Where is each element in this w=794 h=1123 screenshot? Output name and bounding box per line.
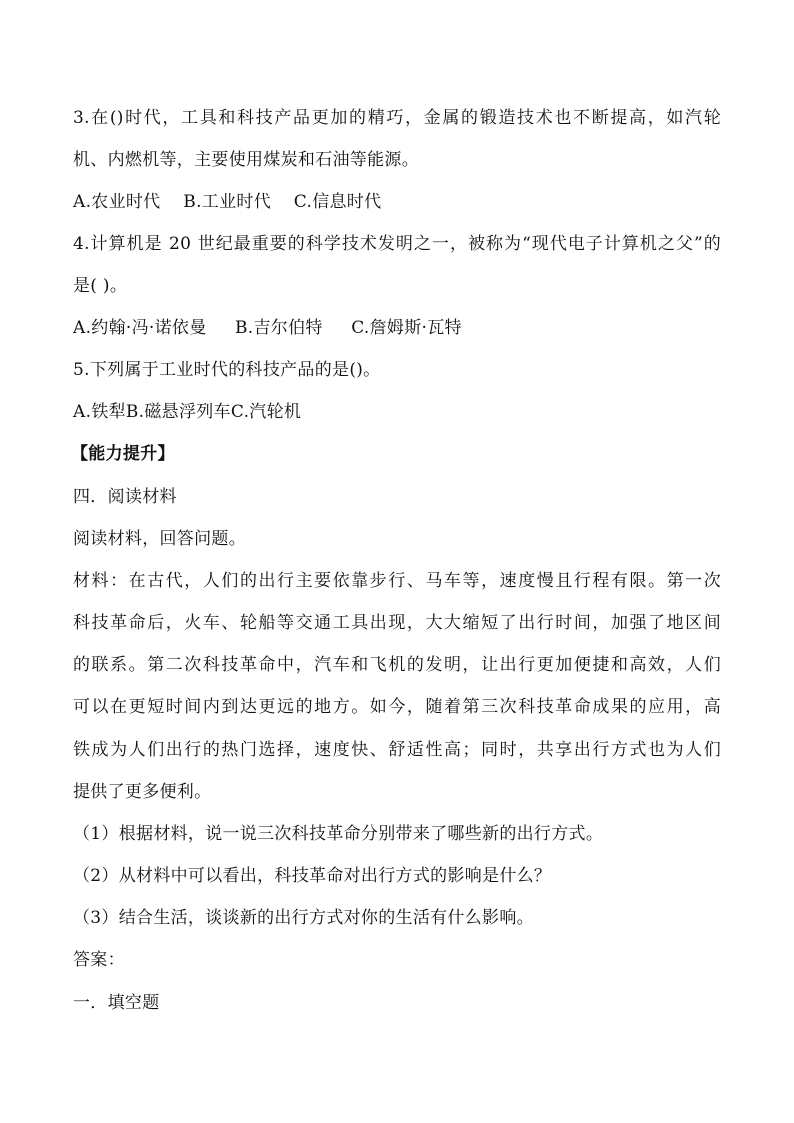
question-5-line-1: 5.下列属于工业时代的科技产品的是()。	[73, 360, 381, 380]
material-line-2: 科技革命后，火车、轮船等交通工具出现，大大缩短了出行时间，加强了地区间	[73, 613, 721, 633]
material-line-3: 的联系。第二次科技革命中，汽车和飞机的发明，让出行更加便捷和高效，人们	[73, 655, 721, 675]
sub-question-1: （1）根据材料，说一说三次科技革命分别带来了哪些新的出行方式。	[73, 824, 604, 844]
answer-section-one: 一．填空题	[73, 993, 160, 1013]
question-3-options: A.农业时代 B.工业时代 C.信息时代	[73, 192, 382, 212]
section-ability-heading: 【能力提升】	[71, 444, 175, 464]
question-5-options: A.铁犁B.磁悬浮列车C.汽轮机	[73, 402, 302, 422]
question-4-line-1: 4.计算机是 20 世纪最重要的科学技术发明之一，被称为“现代电子计算机之父”的	[73, 234, 721, 254]
question-4-options: A.约翰·冯·诺依曼 B.吉尔伯特 C.詹姆斯·瓦特	[73, 318, 462, 338]
material-line-4: 可以在更短时间内到达更远的地方。如今，随着第三次科技革命成果的应用，高	[73, 697, 721, 717]
material-line-5: 铁成为人们出行的热门选择，速度快、舒适性高；同时，共享出行方式也为人们	[73, 740, 721, 760]
reading-instruction: 阅读材料，回答问题。	[73, 529, 246, 549]
sub-question-2: （2）从材料中可以看出，科技革命对出行方式的影响是什么？	[73, 866, 552, 886]
section-four-heading: 四．阅读材料	[73, 487, 177, 507]
sub-question-3: （3）结合生活，谈谈新的出行方式对你的生活有什么影响。	[73, 908, 534, 928]
question-3-line-2: 机、内燃机等，主要使用煤炭和石油等能源。	[73, 150, 419, 170]
material-line-1: 材料：在古代，人们的出行主要依靠步行、马车等，速度慢且行程有限。第一次	[73, 571, 721, 591]
answer-label: 答案：	[73, 950, 125, 970]
question-3-line-1: 3.在()时代，工具和科技产品更加的精巧，金属的锻造技术也不断提高，如汽轮	[73, 108, 721, 128]
material-line-6: 提供了更多便利。	[73, 782, 212, 802]
question-4-line-2: 是( )。	[73, 276, 128, 296]
